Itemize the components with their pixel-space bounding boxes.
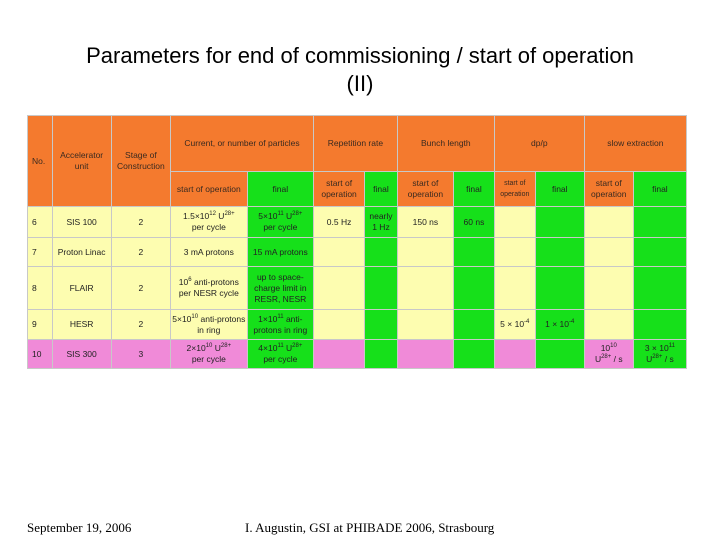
cell-bunch-final bbox=[454, 340, 495, 369]
sub-rep-final: final bbox=[365, 172, 398, 207]
table-row bbox=[28, 238, 687, 267]
cell-rep-final bbox=[365, 340, 398, 369]
table-row bbox=[28, 207, 687, 238]
sub-current-start: start of operation bbox=[171, 172, 248, 207]
table-row bbox=[28, 310, 687, 340]
cell-dpp-final bbox=[535, 267, 584, 310]
cell-unit: SIS 100 bbox=[52, 207, 111, 238]
cell-bunch-start bbox=[397, 340, 453, 369]
cell-no: 10 bbox=[28, 340, 53, 369]
cell-bunch-final bbox=[454, 310, 495, 340]
cell-unit: Proton Linac bbox=[52, 238, 111, 267]
cell-slow-final bbox=[633, 207, 686, 238]
cell-no: 6 bbox=[28, 207, 53, 238]
header-current: Current, or number of particles bbox=[171, 116, 314, 172]
cell-rep-start: 0.5 Hz bbox=[314, 207, 365, 238]
sub-slow-start: start of operation bbox=[584, 172, 633, 207]
header-bunch: Bunch length bbox=[397, 116, 494, 172]
sub-dpp-start: start of operation bbox=[494, 172, 535, 207]
cell-unit: HESR bbox=[52, 310, 111, 340]
cell-rep-start bbox=[314, 267, 365, 310]
parameters-table bbox=[27, 115, 687, 368]
cell-dpp-start bbox=[494, 267, 535, 310]
sub-rep-start: start of operation bbox=[314, 172, 365, 207]
cell-current-start: $10^6$ anti-protons per NESR cycle bbox=[171, 267, 248, 310]
cell-rep-final bbox=[365, 267, 398, 310]
cell-stage: 2 bbox=[111, 310, 170, 340]
slide-title bbox=[20, 42, 700, 98]
cell-bunch-final: 60 ns bbox=[454, 207, 495, 238]
cell-slow-start bbox=[584, 267, 633, 310]
cell-current-final: $1\times 10^{11}$ anti-protons in ring bbox=[247, 310, 313, 340]
cell-unit: FLAIR bbox=[52, 267, 111, 310]
cell-stage: 2 bbox=[111, 238, 170, 267]
sub-current-final: final bbox=[247, 172, 313, 207]
sub-bunch-final: final bbox=[454, 172, 495, 207]
table-row bbox=[28, 340, 687, 369]
cell-dpp-final bbox=[535, 207, 584, 238]
cell-slow-final: $3 \times 10^{11}$ $U^{28+}$ / s bbox=[633, 340, 686, 369]
cell-current-final: $4\times 10^{11}$ $U^{28+}$ per cycle bbox=[247, 340, 313, 369]
header-unit: Accelerator unit bbox=[52, 116, 111, 207]
cell-current-final: 15 mA protons bbox=[247, 238, 313, 267]
cell-current-final: up to space-charge limit in RESR, NESR bbox=[247, 267, 313, 310]
slide-title-line1: Parameters for end of commissioning / start of operation bbox=[86, 43, 634, 68]
cell-dpp-final bbox=[535, 238, 584, 267]
cell-stage: 2 bbox=[111, 267, 170, 310]
cell-dpp-start bbox=[494, 238, 535, 267]
sub-dpp-final: final bbox=[535, 172, 584, 207]
cell-slow-start bbox=[584, 238, 633, 267]
cell-dpp-final: $1 \times 10^{-4}$ bbox=[535, 310, 584, 340]
cell-slow-final bbox=[633, 267, 686, 310]
header-slow: slow extraction bbox=[584, 116, 686, 172]
cell-slow-final bbox=[633, 238, 686, 267]
cell-current-start: 3 mA protons bbox=[171, 238, 248, 267]
cell-dpp-start: $5 \times 10^{-4}$ bbox=[494, 310, 535, 340]
cell-rep-final bbox=[365, 310, 398, 340]
cell-bunch-final bbox=[454, 267, 495, 310]
header-no: No. bbox=[28, 116, 53, 207]
cell-bunch-start bbox=[397, 267, 453, 310]
cell-unit: SIS 300 bbox=[52, 340, 111, 369]
sub-bunch-start: start of operation bbox=[397, 172, 453, 207]
table-row bbox=[28, 267, 687, 310]
slide-title-line2: (II) bbox=[346, 71, 374, 96]
cell-rep-final: nearly 1 Hz bbox=[365, 207, 398, 238]
cell-dpp-start bbox=[494, 340, 535, 369]
header-rep: Repetition rate bbox=[314, 116, 398, 172]
sub-slow-final: final bbox=[633, 172, 686, 207]
cell-rep-start bbox=[314, 238, 365, 267]
cell-slow-final bbox=[633, 310, 686, 340]
cell-stage: 3 bbox=[111, 340, 170, 369]
cell-slow-start bbox=[584, 310, 633, 340]
footer-date: September 19, 2006 bbox=[27, 520, 132, 535]
footer-author: I. Augustin, GSI at PHIBADE 2006, Strasbourg bbox=[245, 520, 495, 535]
cell-no: 7 bbox=[28, 238, 53, 267]
cell-bunch-start: 150 ns bbox=[397, 207, 453, 238]
cell-rep-final bbox=[365, 238, 398, 267]
cell-bunch-start bbox=[397, 238, 453, 267]
header-stage: Stage of Construction bbox=[111, 116, 170, 207]
cell-dpp-start bbox=[494, 207, 535, 238]
cell-no: 9 bbox=[28, 310, 53, 340]
cell-bunch-final bbox=[454, 238, 495, 267]
cell-current-final: $5\times 10^{11}$ $U^{28+}$ per cycle bbox=[247, 207, 313, 238]
cell-slow-start bbox=[584, 207, 633, 238]
cell-slow-start: $10^{10}$ $U^{28+}$ / s bbox=[584, 340, 633, 369]
cell-stage: 2 bbox=[111, 207, 170, 238]
cell-dpp-final bbox=[535, 340, 584, 369]
cell-current-start: $2\times 10^{10}$ $U^{28+}$ per cycle bbox=[171, 340, 248, 369]
cell-no: 8 bbox=[28, 267, 53, 310]
cell-current-start: $1.5\times 10^{12}$ $U^{28+}$ per cycle bbox=[171, 207, 248, 238]
cell-rep-start bbox=[314, 340, 365, 369]
cell-current-start: $5\times 10^{10}$ anti-protons in ring bbox=[171, 310, 248, 340]
cell-rep-start bbox=[314, 310, 365, 340]
header-dpp: dp/p bbox=[494, 116, 584, 172]
cell-bunch-start bbox=[397, 310, 453, 340]
